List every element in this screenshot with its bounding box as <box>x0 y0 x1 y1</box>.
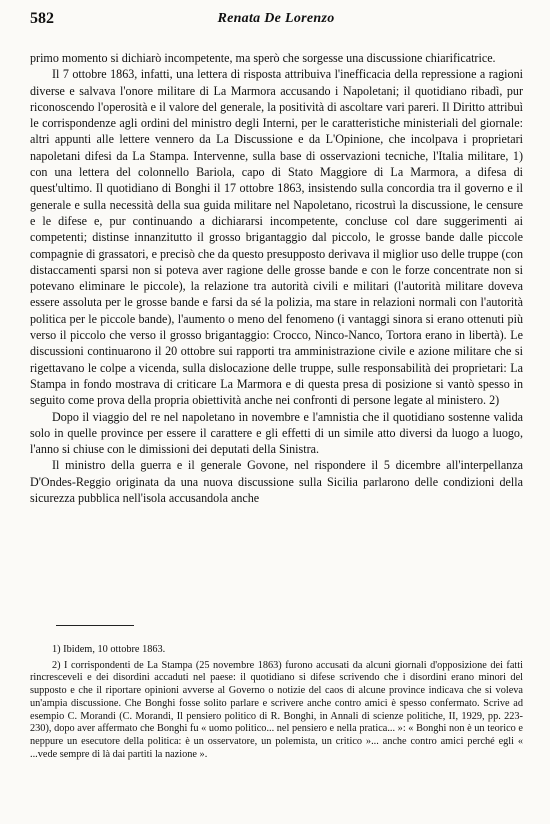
running-head: Renata De Lorenzo <box>217 11 335 26</box>
paragraph: Dopo il viaggio del re nel napoletano in novembre e l'amnistia che il quotidiano sostenne valida solo in quelle province per essere il carattere e gli effetti di un simile atto diversi da luogo a luogo, l'anno si chiuse con le dimissioni dei deputati della Sinistra. <box>30 409 523 457</box>
page-number: 582 <box>30 10 54 27</box>
page-header <box>30 10 522 32</box>
paragraph: primo momento si dichiarò incompetente, ma sperò che sorgesse una discussione chiarificatrice. <box>30 51 496 65</box>
footnote: 1) Ibidem, 10 ottobre 1863. <box>52 644 166 655</box>
body-text <box>30 50 523 506</box>
footnotes <box>30 644 523 764</box>
footnote: 2) I corrispondenti de La Stampa (25 novembre 1863) furono accusati da alcuni giornali d'opposizione dei fatti rincresceveli e dei disordini accaduti nel paese: il quotidiano si difese scrivendo che i disordini erano minori del supposto e che il riportare opinioni avverse al Governo o notizie del caos di alcune province indicava che si voleva un'ampia discussione. Che Bonghi fosse solito parlare e scrivere anche contro amici è spesso confermato. Scrive ad esempio C. Morandi (C. Morandi, Il pensiero politico di R. Bonghi, in Annali di scienze politiche, II, 1929, pp. 223-230), dopo aver affermato che Bonghi fu « uomo politico... nel pensiero e nella pratica... »: « Bonghi non è un teorico e neppure un esecutore della politica: è un osservatore, un polemista, un critico »... anche contro amici perché egli « ...vede sempre di là dai partiti la nazione ». <box>30 659 523 760</box>
paragraph: Il ministro della guerra e il generale Govone, nel rispondere il 5 dicembre all'interpellanza D'Ondes-Reggio originata da una nuova discussione sulla Sicilia parlarono delle condizioni della sicurezza pubblica nell'isola accusandola anche <box>30 458 523 506</box>
footnote-separator <box>56 625 134 626</box>
paragraph: Il 7 ottobre 1863, infatti, una lettera di risposta attribuiva l'inefficacia della repressione a ragioni diverse e salvava l'onore militare di La Marmora accusando i Napoletani; il quotidiano ribadì, pur riconoscendo l'operosità e il valore del generale, la positività di ascoltare vari pareri. Il Diritto attribuì le corrispondenze agli ordini del ministro degli Interni, per le caratteristiche ministeriali del giornale: altri appunti alle lettere vennero da La Discussione e da L'Opinione, che incolpava i proprietari napoletani difesi da La Stampa. Intervenne, sulla base di osservazioni tecniche, l'Italia militare, 1) con una lettera del colonnello Bariola, capo di Stato Maggiore di La Marmora, a difesa di quest'ultimo. Il quotidiano di Bonghi il 17 ottobre 1863, insistendo sulla concordia tra il governo e il generale e sulla necessità della sua guida militare nel Napoletano, ricostruì la discussione, le censure e le difese e, pur continuando a dichiararsi incompetente, concluse col dare suggerimenti ai competenti; distinse innanzitutto il grosso brigantaggio dal piccolo, le grosse bande dalle piccole compagnie di grassatori, e precisò che da questo presupposto derivava il miglior uso delle truppe (con distaccamenti sparsi non si poteva aver ragione delle grosse bande e con le forze concentrate non si potevano eliminare le piccole), la relazione tra autorità civili e militari (l'autorità militare doveva essere assoluta per le grosse bande e farsi da sé la polizia, ma stare in relazioni normali con l'autorità politica per le piccole bande), l'aumento o meno del fenomeno (i vantaggi sinora si erano ottenuti più verso il piccolo che verso il grosso brigantaggio: Crocco, Ninco-Nanco, Tortora erano in libertà). Le discussioni continuarono il 20 ottobre sui rapporti tra amministrazione civile e azione militare che si rigettavano le colpe a vicenda, sulla dislocazione delle truppe, sulle responsabilità dei proprietari: La Stampa in fondo mostrava di criticare La Marmora e di questa presa di posizione si vantò spesso in seguito come prova della propria obiettività anche nei confronti di persone legate al ministero. 2) <box>30 67 524 408</box>
